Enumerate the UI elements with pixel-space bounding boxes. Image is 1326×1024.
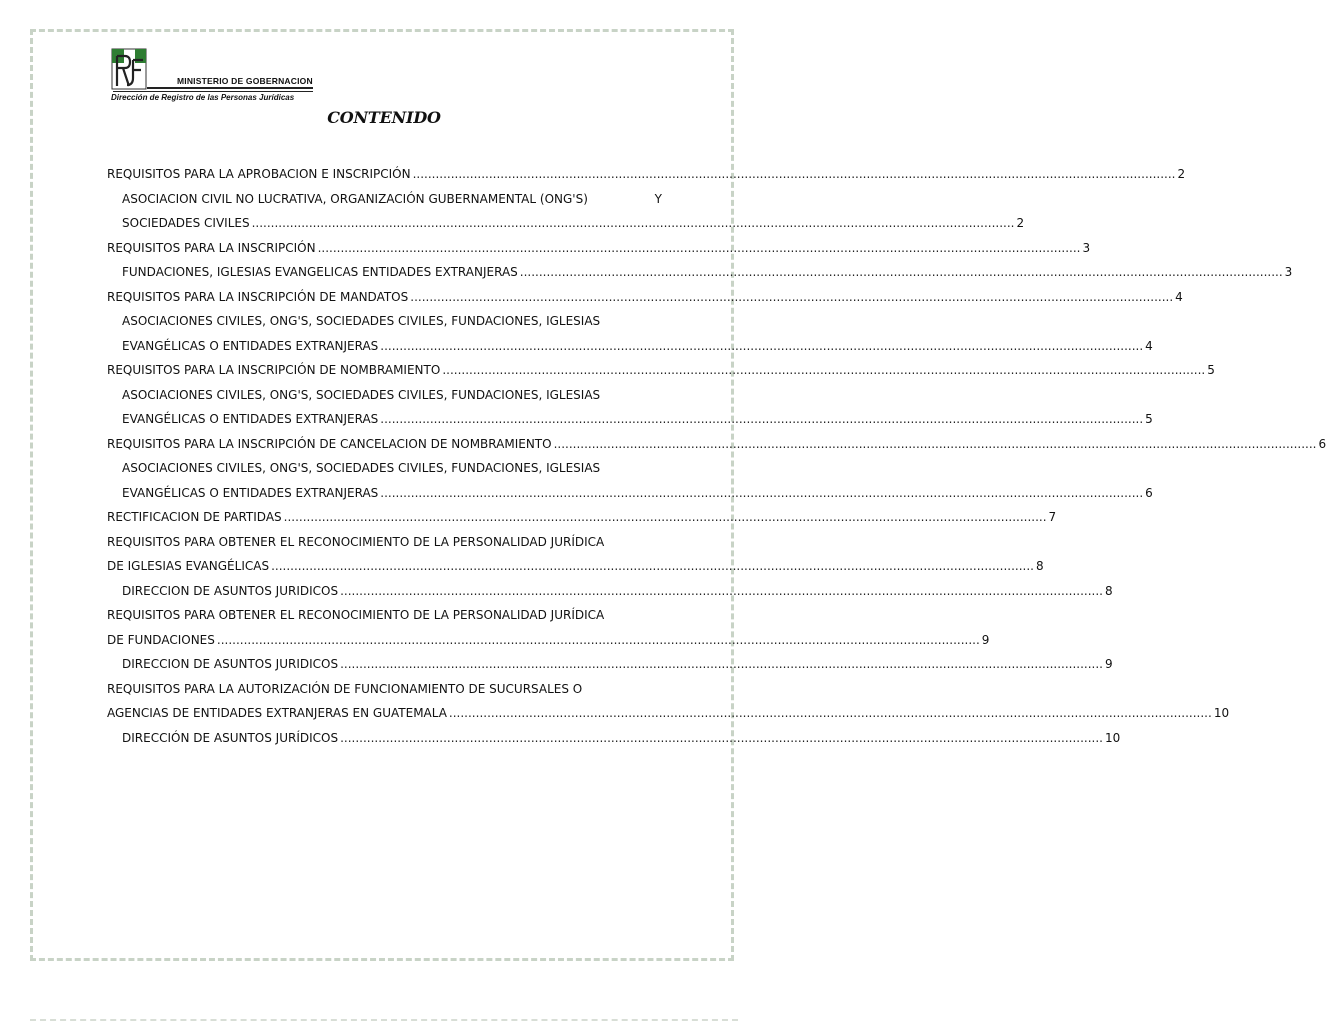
toc-entry-text: DIRECCIÓN DE ASUNTOS JURÍDICOS	[122, 730, 339, 745]
toc-entry	[107, 236, 1091, 261]
toc-entry-text: DIRECCION DE ASUNTOS JURIDICOS	[122, 583, 339, 598]
toc-entry	[107, 260, 1293, 285]
toc-entry	[107, 407, 1153, 432]
toc-page-number: 9	[1104, 657, 1113, 671]
logo-rule	[147, 87, 313, 89]
directorate-name: Dirección de Registro de las Personas Jurídicas	[111, 93, 295, 102]
toc-page-number: 3	[1082, 240, 1091, 255]
toc-entry-text: DIRECCION DE ASUNTOS JURIDICOS	[122, 657, 339, 671]
dot-leader: ........................................................................................................................................................................................................	[519, 265, 1283, 279]
toc-page-number: 7	[1048, 510, 1057, 524]
toc-entry	[107, 628, 990, 653]
toc-entry-text: EVANGÉLICAS O ENTIDADES EXTRANJERAS	[122, 338, 379, 353]
toc-entry	[107, 579, 1113, 604]
toc-entry-text: REQUISITOS PARA LA INSCRIPCIÓN DE CANCELACION DE NOMBRAMIENTO	[107, 436, 552, 451]
toc-entry-text: EVANGÉLICAS O ENTIDADES EXTRANJERAS	[122, 485, 379, 500]
dot-leader: ........................................................................................................................................................................................................	[412, 167, 1176, 181]
dot-leader: ........................................................................................................................................................................................................	[410, 289, 1174, 304]
toc-page-number: 2	[1016, 216, 1025, 230]
toc-entry	[107, 603, 662, 628]
toc-entry-text: ASOCIACION CIVIL NO LUCRATIVA, ORGANIZACIÓN GUBERNAMENTAL (ONG'S)	[122, 191, 588, 206]
toc-entry-text: REQUISITOS PARA LA AUTORIZACIÓN DE FUNCIONAMIENTO DE SUCURSALES O	[107, 681, 583, 696]
toc-entry	[107, 334, 1153, 359]
dot-leader: ........................................................................................................................................................................................................	[448, 706, 1212, 720]
toc-entry-text: EVANGÉLICAS O ENTIDADES EXTRANJERAS	[122, 412, 379, 426]
ministry-name: MINISTERIO DE GOBERNACION	[177, 76, 313, 86]
toc-entry-text: RECTIFICACION DE PARTIDAS	[107, 510, 282, 524]
dot-leader: ........................................................................................................................................................................................................	[216, 632, 980, 647]
toc-entry	[107, 505, 1057, 530]
toc-page-number: 9	[981, 632, 990, 647]
dot-leader: ........................................................................................................................................................................................................	[283, 510, 1047, 524]
toc-page-number: 4	[1145, 338, 1153, 353]
page-title: CONTENIDO	[327, 108, 441, 127]
toc-entry	[107, 162, 1186, 187]
toc-trailing-word: Y	[654, 191, 662, 206]
toc-entry	[107, 456, 662, 481]
toc-page-number: 3	[1284, 265, 1293, 279]
toc-entry-text: SOCIEDADES CIVILES	[122, 216, 250, 230]
toc-page-number: 5	[1145, 412, 1153, 426]
toc-entry-text: ASOCIACIONES CIVILES, ONG'S, SOCIEDADES CIVILES, FUNDACIONES, IGLESIAS	[122, 461, 601, 475]
toc-page-number: 8	[1104, 583, 1113, 598]
toc-entry	[107, 481, 1153, 506]
toc-entry-text: FUNDACIONES, IGLESIAS EVANGELICAS ENTIDADES EXTRANJERAS	[122, 265, 518, 279]
logo-rule	[113, 91, 313, 92]
toc-entry-text: REQUISITOS PARA LA APROBACION E INSCRIPCIÓN	[107, 167, 411, 181]
toc-entry-text: DE FUNDACIONES	[107, 632, 215, 647]
toc-entry	[107, 701, 1230, 726]
toc-entry-text: REQUISITOS PARA LA INSCRIPCIÓN DE NOMBRAMIENTO	[107, 363, 441, 377]
toc-entry	[107, 309, 662, 334]
toc-entry-text: REQUISITOS PARA OBTENER EL RECONOCIMIENTO DE LA PERSONALIDAD JURÍDICA	[107, 608, 605, 622]
dot-leader: ........................................................................................................................................................................................................	[340, 583, 1103, 598]
toc-page-number: 2	[1177, 167, 1186, 181]
toc-entry	[107, 432, 1326, 457]
toc-entry	[107, 652, 1113, 677]
toc-entry-text: REQUISITOS PARA LA INSCRIPCIÓN DE MANDATOS	[107, 289, 409, 304]
toc-entry-text: AGENCIAS DE ENTIDADES EXTRANJERAS EN GUATEMALA	[107, 706, 447, 720]
toc-entry	[107, 726, 1121, 751]
toc-entry	[107, 383, 662, 408]
dot-leader: ........................................................................................................................................................................................................	[340, 657, 1103, 671]
toc-entry	[107, 677, 662, 702]
dot-leader: ........................................................................................................................................................................................................	[380, 338, 1144, 353]
dot-leader: ........................................................................................................................................................................................................	[340, 730, 1103, 745]
next-page-edge	[30, 1019, 738, 1021]
toc-entry-text: ASOCIACIONES CIVILES, ONG'S, SOCIEDADES CIVILES, FUNDACIONES, IGLESIAS	[122, 314, 601, 328]
toc-page-number: 6	[1145, 485, 1153, 500]
dot-leader: ........................................................................................................................................................................................................	[271, 559, 1034, 573]
toc-entry-text: REQUISITOS PARA OBTENER EL RECONOCIMIENTO DE LA PERSONALIDAD JURÍDICA	[107, 534, 605, 549]
toc-page-number: 5	[1207, 363, 1215, 377]
table-of-contents	[107, 162, 1326, 750]
toc-entry-text: REQUISITOS PARA LA INSCRIPCIÓN	[107, 240, 316, 255]
toc-entry-text: ASOCIACIONES CIVILES, ONG'S, SOCIEDADES CIVILES, FUNDACIONES, IGLESIAS	[122, 387, 601, 402]
toc-page-number: 6	[1318, 436, 1326, 451]
dot-leader: ........................................................................................................................................................................................................	[380, 412, 1144, 426]
toc-page-number: 10	[1213, 706, 1230, 720]
toc-entry	[107, 285, 1183, 310]
dot-leader: ........................................................................................................................................................................................................	[251, 216, 1015, 230]
rpj-logo-icon	[111, 48, 147, 90]
toc-page-number: 10	[1104, 730, 1121, 745]
toc-entry	[107, 358, 1215, 383]
toc-entry	[107, 530, 662, 555]
dot-leader: ........................................................................................................................................................................................................	[442, 363, 1206, 377]
dot-leader: ........................................................................................................................................................................................................	[553, 436, 1317, 451]
toc-entry	[107, 211, 1025, 236]
toc-page-number: 4	[1175, 289, 1183, 304]
toc-page-number: 8	[1035, 559, 1044, 573]
dot-leader: ........................................................................................................................................................................................................	[317, 240, 1081, 255]
toc-entry	[107, 554, 1044, 579]
toc-entry	[107, 187, 662, 212]
dot-leader: ........................................................................................................................................................................................................	[380, 485, 1144, 500]
toc-entry-text: DE IGLESIAS EVANGÉLICAS	[107, 559, 270, 573]
